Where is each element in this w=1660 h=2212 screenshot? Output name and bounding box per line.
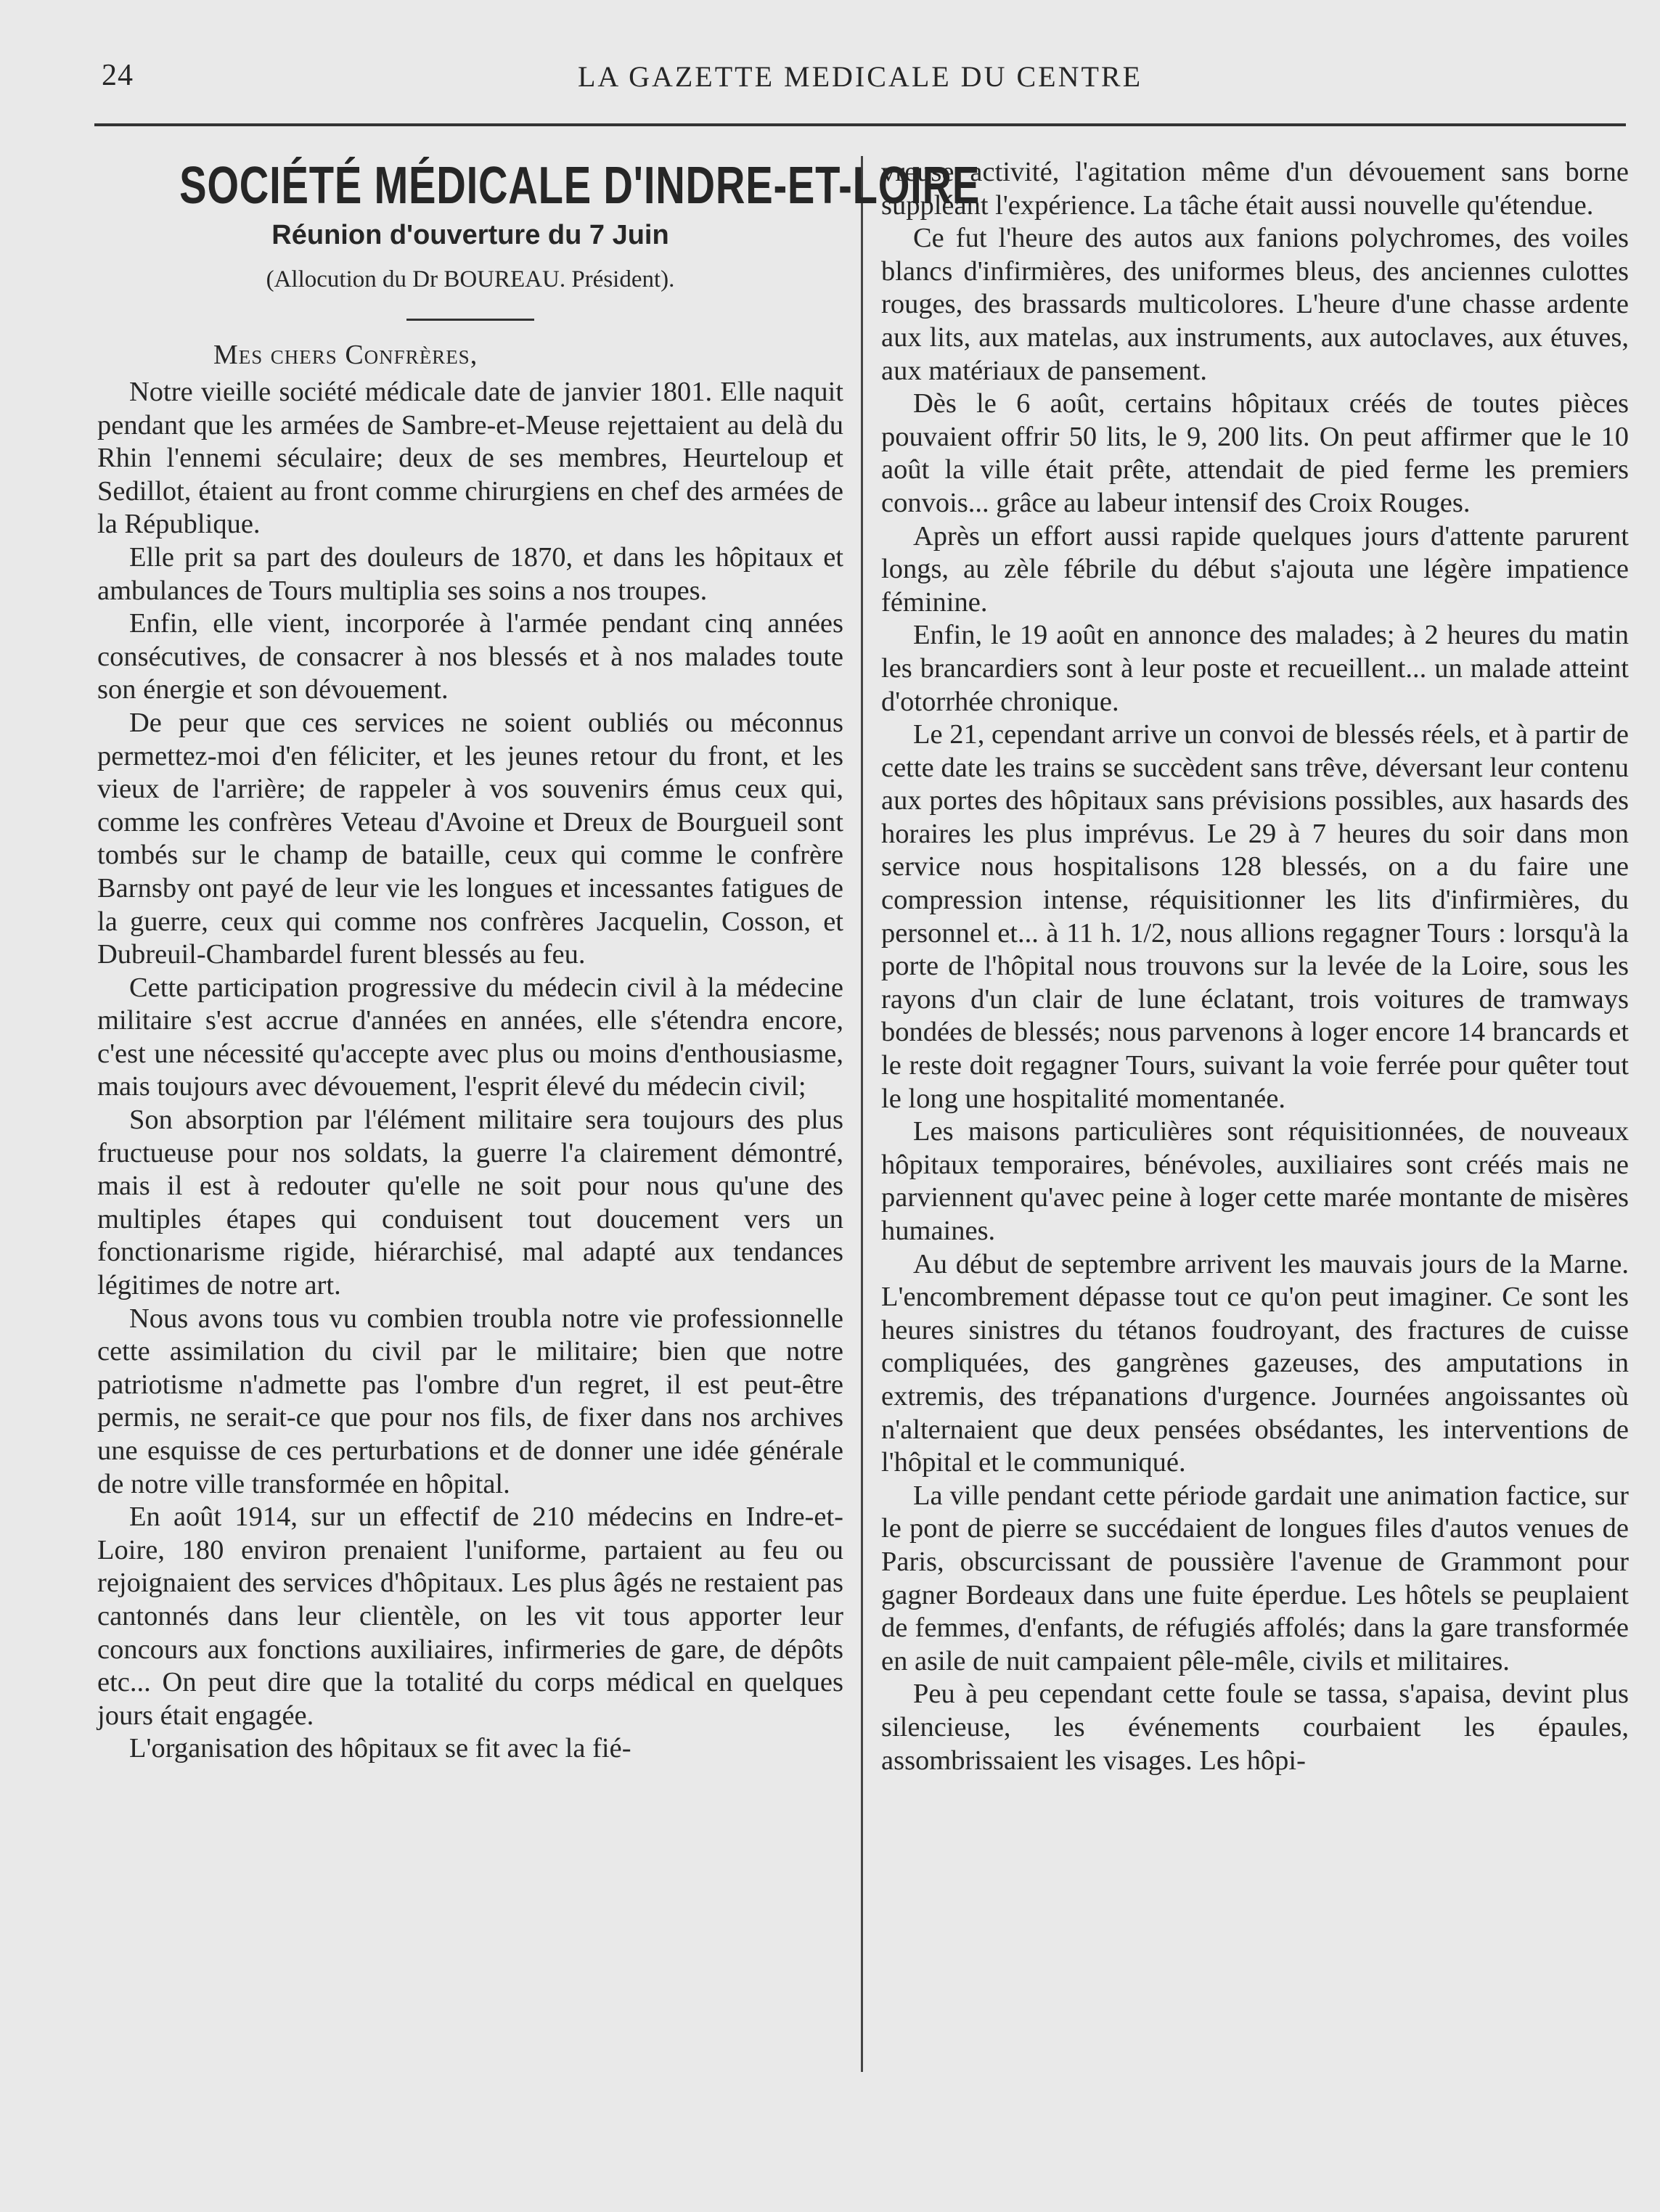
paragraph: Le 21, cependant arrive un convoi de blessés réels, et à partir de cette date les trains se succèdent sans trêve, déversant leur contenu aux portes des hôpitaux sans prévisions possibles, aux hasards des horaires les plus imprévus. Le 29 à 7 heures du soir dans mon service nous hospitalisons 128 blessés, on a du faire une compression intense, réquisitionner les lits d'infirmières, du personnel et... à 11 h. 1/2, nous allions regagner Tours : lorsqu'à la porte de l'hôpital nous trouvons sur la levée de la Loire, sous les rayons d'un clair de lune éclatant, trois voitures de tramways bondées de blessés; nous parvenons à loger encore 14 brancards et le reste doit regagner Tours, suivant la voie ferrée pour quêter tout le long une hospitalité momentanée. [881, 719, 1629, 1114]
paragraph: L'organisation des hôpitaux se fit avec la fié- [129, 1733, 631, 1764]
column-divider [861, 156, 863, 2072]
paragraph: Cette participation progressive du médecin civil à la médecine militaire s'est accrue d'années en années, elle s'étendra encore, c'est une nécessité qu'accepte avec plus ou moins d'enthousiasme, mais toujours avec dévouement, l'esprit élevé du médecin civil; [97, 972, 843, 1102]
paragraph: Enfin, le 19 août en annonce des malades; à 2 heures du matin les brancardiers sont à leur poste et recueillent... un malade atteint d'otorrhée chronique. [881, 620, 1629, 717]
article-title: SOCIÉTÉ MÉDICALE D'INDRE-ET-LOIRE [179, 157, 981, 215]
paragraph: En août 1914, sur un effectif de 210 médecins en Indre-et-Loire, 180 environ prenaient l'uniforme, partaient au feu ou rejoignaient des services d'hôpitaux. Les plus âgés ne restaient pas cantonnés dans leur clientèle, on les vit tous apporter leur concours aux fonctions auxiliaires, infirmeries de gare, de dépôts etc... On peut dire que la totalité du corps médical en quelques jours était engagée. [97, 1502, 843, 1731]
article-subtitle: Réunion d'ouverture du 7 Juin [271, 220, 669, 250]
page-header [94, 51, 1626, 102]
paragraph: Dès le 6 août, certains hôpitaux créés de toutes pièces pouvaient offrir 50 lits, le 9, 200 lits. On peut affirmer que le 10 août la ville était prête, attendait de pied ferme les premiers convois... grâce au labeur intensif des Croix Rouges. [881, 388, 1629, 518]
left-column [97, 156, 981, 1766]
salutation: Mes chers Confrères, [213, 340, 478, 370]
journal-title: LA GAZETTE MEDICALE DU CENTRE [577, 60, 1142, 93]
paragraph: Enfin, elle vient, incorporée à l'armée pendant cinq années consécutives, de consacrer à nos blessés et à nos malades toute son énergie et son dévouement. [97, 608, 843, 705]
page-number: 24 [102, 59, 134, 92]
paragraph: De peur que ces services ne soient oubliés ou méconnus permettez-moi d'en féliciter, et les jeunes retour du front, et les vieux de l'arrière; de rappeler à vos souvenirs émus ceux qui, comme les confrères Veteau d'Avoine et Dreux de Bourgueil sont tombés sur le champ de bataille, ceux qui comme le confrère Barnsby ont payé de leur vie les longues et incessantes fatigues de la guerre, ceux qui comme nos confrères Jacquelin, Cosson, et Dubreuil-Chambardel furent blessés au feu. [97, 707, 843, 970]
paragraph: Après un effort aussi rapide quelques jours d'attente parurent longs, au zèle fébrile du début s'ajouta une légère impatience féminine. [881, 520, 1629, 618]
paragraph: La ville pendant cette période gardait une animation factice, sur le pont de pierre se succédaient de longues files d'autos venues de Paris, obscurcissant de poussière l'avenue de Grammont pour gagner Bordeaux dans une fuite éperdue. Les hôtels se peuplaient de femmes, d'enfants, de réfugiés affolés; dans la gare transformée en asile de nuit campaient pêle-mêle, civils et militaires. [881, 1480, 1629, 1676]
title-separator [406, 319, 534, 321]
header-rule [94, 123, 1626, 126]
paragraph: Nous avons tous vu combien troubla notre vie professionnelle cette assimilation du civil par le militaire; bien que notre patriotisme n'admette pas l'ombre d'un regret, il est peut-être permis, ne serait-ce que pour nos fils, de fixer dans nos archives une esquisse de ces perturbations et de donner une idée générale de notre ville transformée en hôpital. [97, 1303, 843, 1499]
paragraph: Peu à peu cependant cette foule se tassa, s'apaisa, devint plus silencieuse, les événements courbaient les épaules, assombrissaient les visages. Les hôpi- [881, 1679, 1629, 1776]
paragraph: vreuse activité, l'agitation même d'un dévouement sans borne suppléant l'expérience. La tâche était aussi nouvelle qu'étendue. [881, 157, 1629, 221]
right-column [881, 156, 1629, 1777]
paragraph: Au début de septembre arrivent les mauvais jours de la Marne. L'encombrement dépasse tout ce qu'on peut imaginer. Ce sont les heures sinistres du tétanos foudroyant, des fractures de cuisse compliquées, des gangrènes gazeuses, des amputations in extremis, des trépanations d'urgence. Journées angoissantes où n'alternaient que deux pensées obsédantes, les interventions de l'hôpital et le communiqué. [881, 1248, 1629, 1478]
paragraph: Notre vieille société médicale date de janvier 1801. Elle naquit pendant que les armées de Sambre-et-Meuse rejettaient au delà du Rhin l'ennemi séculaire; deux de ses membres, Heurteloup et Sedillot, étaient au front comme chirurgiens en chef des armées de la République. [97, 377, 843, 540]
paragraph: Ce fut l'heure des autos aux fanions polychromes, des voiles blancs d'infirmières, des uniformes bleus, des anciennes culottes rouges, des brassards multicolores. L'heure d'une chasse ardente aux lits, aux matelas, aux instruments, aux autoclaves, aux étuves, aux matériaux de pansement. [881, 223, 1629, 386]
paragraph: Elle prit sa part des douleurs de 1870, et dans les hôpitaux et ambulances de Tours multiplia ses soins a nos troupes. [97, 541, 843, 606]
article-byline: (Allocution du Dr BOUREAU. Président). [266, 266, 675, 292]
paragraph: Son absorption par l'élément militaire sera toujours des plus fructueuse pour nos soldats, la guerre l'a clairement démontré, mais il est à redouter qu'elle ne soit pour nous qu'une des multiples étapes qui conduisent tout doucement vers un fonctionarisme rigide, hiérarchisé, mal adapté aux tendances légitimes de notre art. [97, 1105, 843, 1301]
paragraph: Les maisons particulières sont réquisitionnées, de nouveaux hôpitaux temporaires, bénévoles, auxiliaires sont créés mais ne parviennent qu'avec peine à loger cette marée montante de misères humaines. [881, 1116, 1629, 1246]
